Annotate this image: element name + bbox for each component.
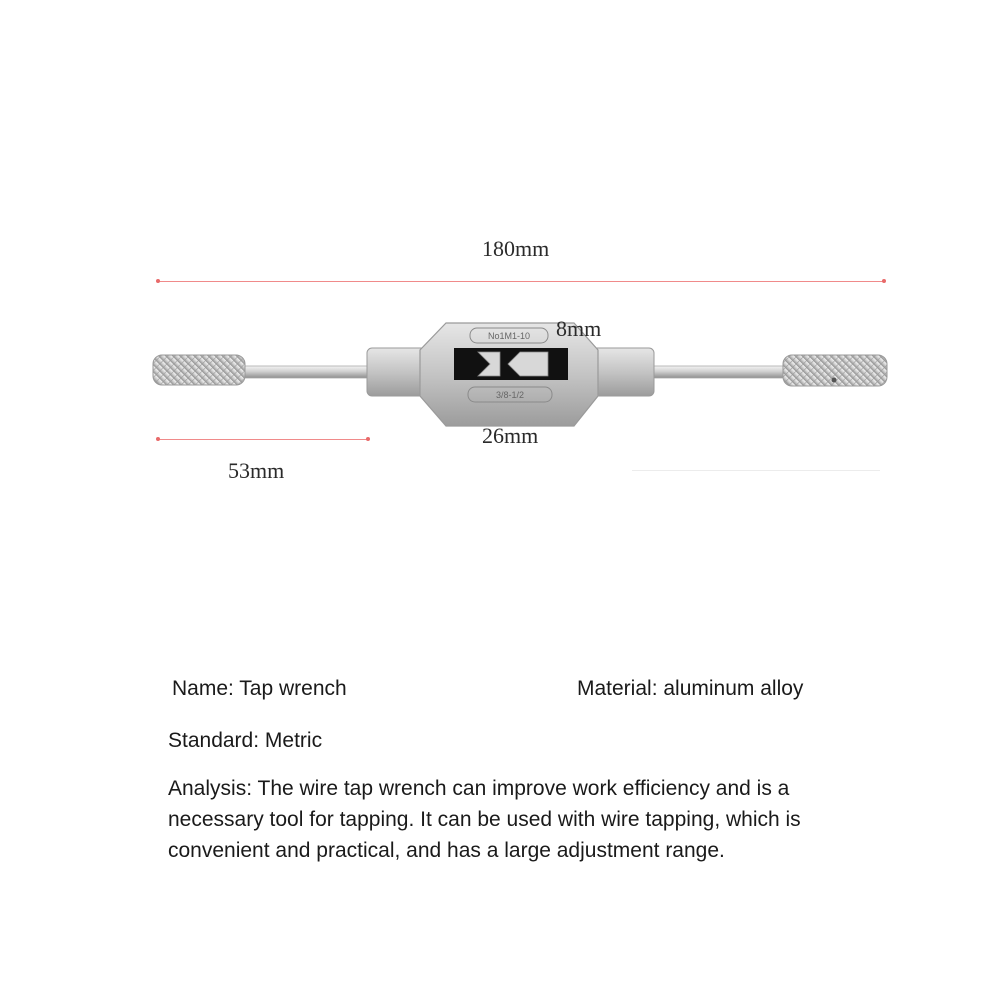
body-width-label: 26mm — [482, 423, 539, 448]
spec-material: Material: aluminum alloy — [577, 677, 804, 700]
engraving-bottom: 3/8-1/2 — [495, 390, 525, 400]
left-collar — [367, 348, 427, 396]
divider — [632, 470, 880, 471]
jaw-opening-label: 8mm — [556, 316, 602, 341]
handle-length-line — [158, 439, 368, 440]
spec-analysis: Analysis: The wire tap wrench can improve work efficiency and is a necessary tool for tapping. It can be used with wire tapping, which is convenient and practical, and has a large adjustment range. — [168, 777, 801, 862]
total-length-label: 180mm — [482, 236, 550, 261]
left-knurled-grip — [153, 355, 245, 385]
spec-name: Name: Tap wrench — [172, 677, 347, 700]
engraving-top: No1M1-10 — [487, 331, 531, 341]
handle-hole — [832, 378, 837, 383]
handle-length-label: 53mm — [228, 458, 285, 483]
spec-standard: Standard: Metric — [168, 729, 323, 752]
